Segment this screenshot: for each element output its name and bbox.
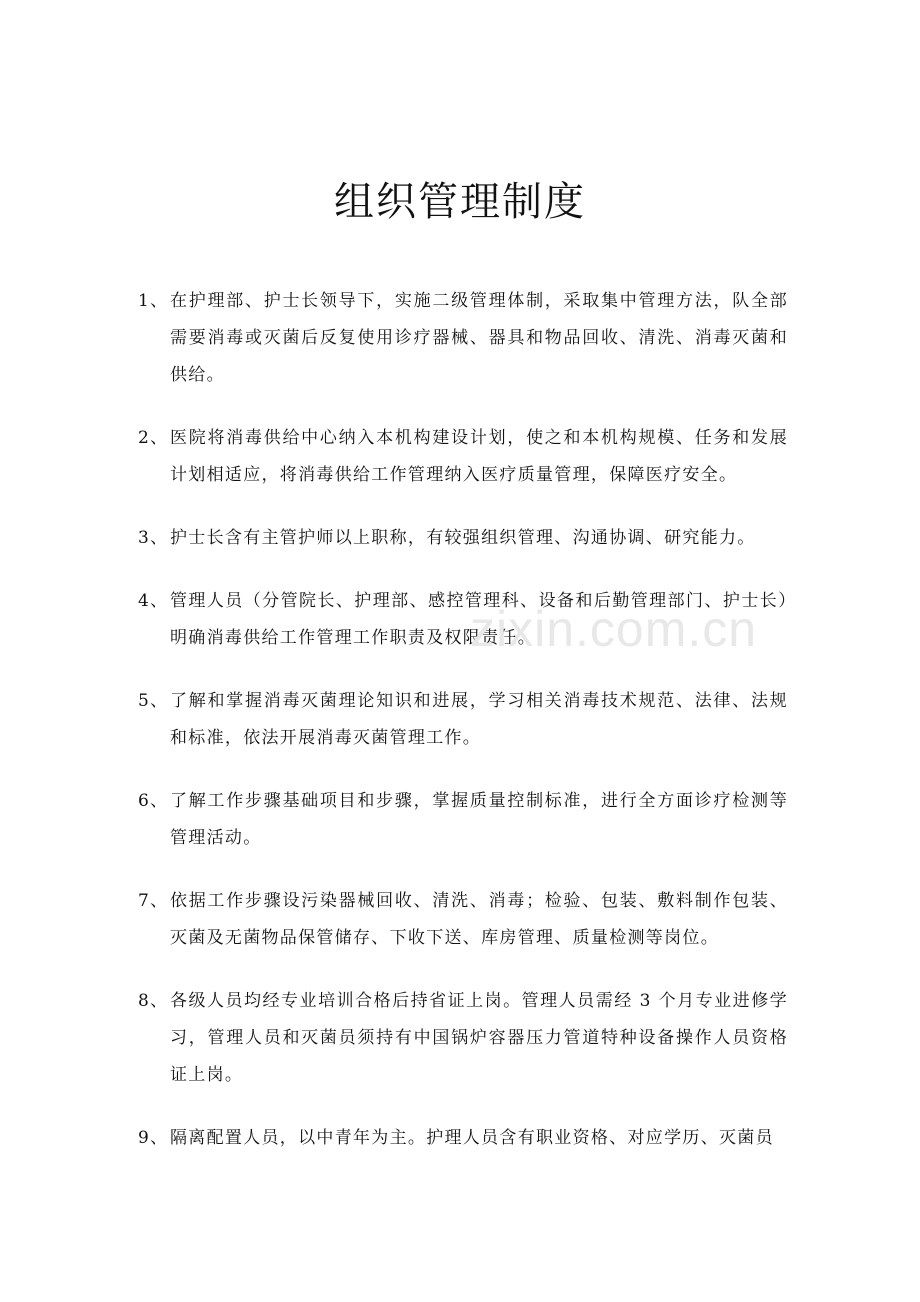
clause-text: 依据工作步骤设污染器械回收、清洗、消毒；检验、包装、敷料制作包装、灭菌及无菌物品保管储存、下收下送、库房管理、质量检测等岗位。 xyxy=(170,891,788,948)
clause-number: 7、 xyxy=(138,891,169,911)
clause-number: 8、 xyxy=(138,991,169,1011)
clause-text: 各级人员均经专业培训合格后持省证上岗。管理人员需经 3 个月专业进修学习，管理人员和灭菌员须持有中国锅炉容器压力管道特种设备操作人员资格证上岗。 xyxy=(170,991,788,1085)
clause-text: 管理人员（分管院长、护理部、感控管理科、设备和后勤管理部门、护士长）明确消毒供给工作管理工作职责及权限责任。 xyxy=(170,591,788,648)
document-title: 组织管理制度 xyxy=(334,179,586,225)
clause-text: 医院将消毒供给中心纳入本机构建设计划，使之和本机构规模、任务和发展计划相适应，将消毒供给工作管理纳入医疗质量管理，保障医疗安全。 xyxy=(170,428,788,485)
clause-text: 了解和掌握消毒灭菌理论知识和进展，学习相关消毒技术规范、法律、法规和标准，依法开展消毒灭菌管理工作。 xyxy=(170,691,788,748)
clause-item xyxy=(138,283,788,394)
clause-number: 5、 xyxy=(138,691,169,711)
clause-text: 护士长含有主管护师以上职称，有较强组织管理、沟通协调、研究能力。 xyxy=(170,528,756,548)
clause-list xyxy=(138,283,788,1183)
clause-item xyxy=(138,1120,788,1157)
clause-item xyxy=(138,583,788,657)
clause-item xyxy=(138,883,788,957)
clause-number: 4、 xyxy=(138,591,169,611)
clause-text: 隔离配置人员，以中青年为主。护理人员含有职业资格、对应学历、灭菌员 xyxy=(170,1128,774,1148)
clause-item xyxy=(138,420,788,494)
clause-text: 在护理部、护士长领导下，实施二级管理体制，采取集中管理方法，队全部需要消毒或灭菌后反复使用诊疗器械、器具和物品回收、清洗、消毒灭菌和供给。 xyxy=(170,291,788,385)
clause-number: 1、 xyxy=(138,291,169,311)
clause-number: 9、 xyxy=(138,1128,169,1148)
clause-item xyxy=(138,683,788,757)
clause-number: 2、 xyxy=(138,428,169,448)
clause-item xyxy=(138,983,788,1094)
watermark: zixin.com.cn xyxy=(470,601,758,657)
clause-number: 3、 xyxy=(138,528,169,548)
clause-text: 了解工作步骤基础项目和步骤，掌握质量控制标准，进行全方面诊疗检测等管理活动。 xyxy=(170,791,788,848)
clause-number: 6、 xyxy=(138,791,169,811)
clause-item xyxy=(138,783,788,857)
clause-item xyxy=(138,520,788,557)
